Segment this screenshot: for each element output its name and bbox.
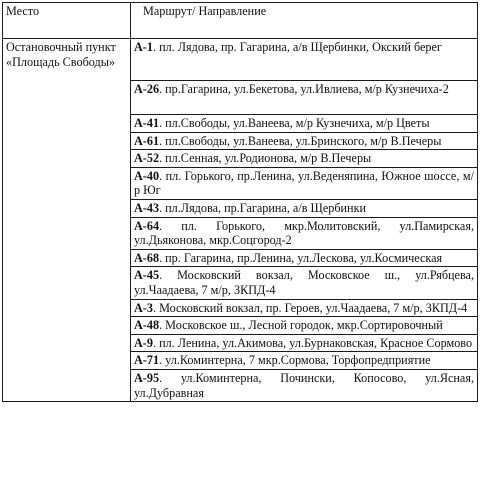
route-code: А-41 [134, 116, 160, 130]
route-code: А-71 [134, 353, 160, 368]
route-text: . пл.Свободы, ул.Ванеева, ул.Бринского, м/р В.Печеры [159, 133, 442, 148]
route-cell [131, 115, 478, 133]
route-cell [131, 267, 478, 299]
route-code: А-9 [134, 335, 153, 350]
route-text: . пр.Гагарина, ул.Бекетова, ул.Ивлиева, м/р Кузнечиха-2 [159, 82, 449, 96]
route-text: . Московский вокзал, Московское ш., ул.Рябцева, ул.Чаадаева, 7 м/р, ЗКПД-4 [134, 268, 474, 297]
route-cell [131, 150, 478, 168]
route-code: А-1 [134, 40, 153, 54]
route-code: А-45 [134, 268, 160, 283]
route-text: . пл. Ленина, ул.Акимова, ул.Бурнаковская, Красное Сормово [152, 335, 473, 350]
route-text: . пл.Лядова, пр.Гагарина, а/в Щербинки [159, 200, 367, 215]
route-code: А-3 [134, 300, 153, 315]
route-cell [131, 299, 478, 317]
route-cell [131, 39, 478, 81]
route-cell [131, 317, 478, 335]
table-row [3, 39, 478, 81]
route-cell [131, 199, 478, 217]
route-cell [131, 167, 478, 199]
header-row [3, 3, 478, 39]
route-text: . пл. Горького, пр.Ленина, ул.Веденяпина, Южное шоссе, м/р Юг [134, 168, 474, 198]
stop-name: Остановочный пункт «Площадь Свободы» [3, 39, 131, 402]
route-text: . пл.Сенная, ул.Родионова, м/р В.Печеры [159, 151, 372, 166]
route-text: . пл. Горького, мкр.Молитовский, ул.Памирская, ул.Дьяконова, мкр.Соцгород-2 [134, 218, 474, 248]
route-code: А-64 [134, 218, 160, 233]
route-text: . ул.Коминтерна, 7 мкр.Сормова, Торфопредприятие [159, 353, 431, 368]
route-cell [131, 352, 478, 370]
header-route: Маршрут/ Направление [131, 3, 478, 39]
route-cell [131, 132, 478, 150]
route-text: . ул.Коминтерна, Почински, Копосово, ул.Ясная, ул.Дубравная [134, 370, 474, 400]
route-text: . Московское ш., Лесной городок, мкр.Сортировочный [159, 318, 443, 333]
route-code: А-43 [134, 200, 160, 215]
route-text: . пл.Свободы, ул.Ванеева, м/р Кузнечиха, м/р Цветы [159, 116, 430, 130]
route-cell [131, 334, 478, 352]
header-place: Место [3, 3, 131, 39]
route-code: А-61 [134, 133, 160, 148]
route-code: А-26 [134, 82, 160, 96]
route-code: А-48 [134, 318, 160, 333]
route-code: А-52 [134, 151, 160, 166]
route-code: А-40 [134, 168, 160, 183]
route-cell [131, 249, 478, 267]
route-cell [131, 81, 478, 115]
route-text: . Московский вокзал, пр. Героев, ул.Чаадаева, 7 м/р, ЗКПД-4 [152, 300, 468, 315]
route-code: А-95 [134, 370, 160, 385]
route-cell [131, 217, 478, 249]
route-cell [131, 369, 478, 401]
route-text: . пл. Лядова, пр. Гагарина, а/в Щербинки, Окский берег [152, 40, 442, 54]
routes-table [2, 2, 478, 402]
route-code: А-68 [134, 250, 160, 265]
route-text: . пр. Гагарина, пр.Ленина, ул.Лескова, ул.Космическая [159, 250, 443, 265]
